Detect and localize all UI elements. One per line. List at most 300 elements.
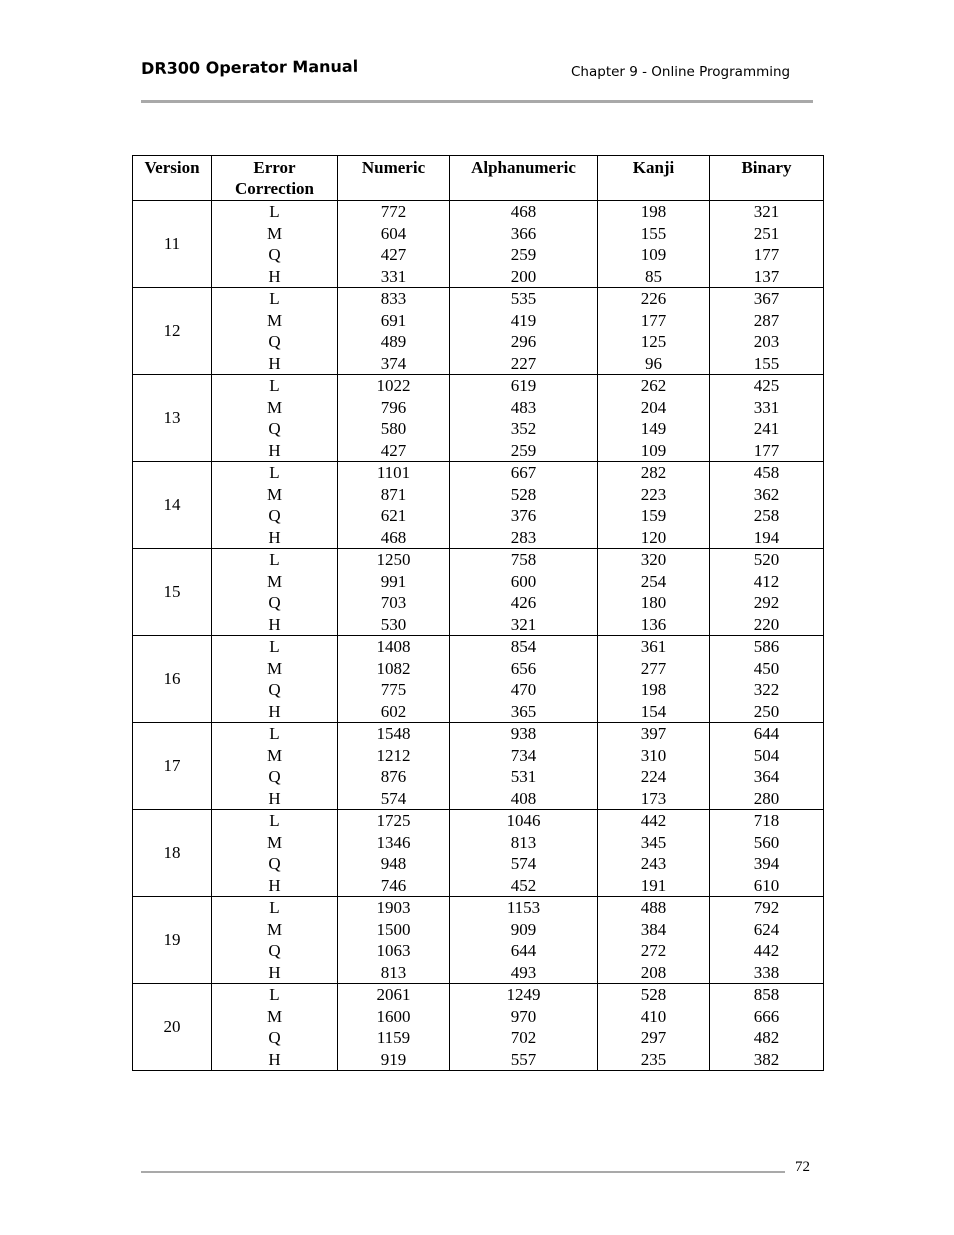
cell-value: 858 xyxy=(753,985,780,1004)
cell-value: 283 xyxy=(510,527,537,547)
cell-value: Q xyxy=(268,245,281,264)
cell-value: 194 xyxy=(753,527,780,547)
numeric-cell-values xyxy=(338,897,449,983)
cell-value: 282 xyxy=(640,463,667,482)
cell-value: L xyxy=(269,376,280,395)
cell-value: Q xyxy=(268,419,281,438)
numeric-cell xyxy=(338,897,450,984)
cell-value: 137 xyxy=(753,266,780,286)
numeric-cell xyxy=(338,810,450,897)
cell-value: 208 xyxy=(640,962,667,982)
cell-value: 352 xyxy=(510,419,537,438)
cell-value: 331 xyxy=(380,266,407,286)
binary-cell xyxy=(710,549,824,636)
numeric-cell xyxy=(338,201,450,288)
cell-value: 227 xyxy=(510,353,537,373)
numeric-cell-values xyxy=(338,201,449,287)
kanji-cell xyxy=(598,288,710,375)
alphanumeric-cell xyxy=(450,288,598,375)
numeric-cell xyxy=(338,636,450,723)
cell-value: 667 xyxy=(510,463,537,482)
alphanumeric-cell-values xyxy=(450,636,597,722)
cell-value: 287 xyxy=(753,310,780,330)
cell-value: 458 xyxy=(753,463,780,482)
error-correction-cell xyxy=(212,723,338,810)
cell-value: 384 xyxy=(640,919,667,939)
error-correction-cell-values xyxy=(212,375,337,461)
cell-value: 624 xyxy=(753,919,780,939)
error-correction-cell-values xyxy=(212,723,337,809)
cell-value: 644 xyxy=(510,941,537,960)
cell-value: 442 xyxy=(640,811,667,830)
cell-value: 366 xyxy=(510,223,537,243)
cell-value: 177 xyxy=(753,440,780,460)
error-correction-cell xyxy=(212,288,338,375)
kanji-cell-values xyxy=(598,375,709,461)
cell-value: 610 xyxy=(753,875,780,895)
cell-value: 204 xyxy=(640,397,667,417)
cell-value: H xyxy=(268,440,281,460)
cell-value: 427 xyxy=(380,440,407,460)
cell-value: L xyxy=(269,898,280,917)
alphanumeric-cell-values xyxy=(450,810,597,896)
cell-value: H xyxy=(268,701,281,721)
cell-value: 833 xyxy=(380,289,407,308)
alphanumeric-cell xyxy=(450,375,598,462)
binary-cell-values xyxy=(710,984,823,1070)
cell-value: 226 xyxy=(640,289,667,308)
cell-value: 1082 xyxy=(376,658,411,678)
cell-value: 520 xyxy=(753,550,780,569)
binary-cell xyxy=(710,201,824,288)
numeric-cell xyxy=(338,549,450,636)
alphanumeric-cell xyxy=(450,201,598,288)
cell-value: 426 xyxy=(510,593,537,612)
numeric-cell-values xyxy=(338,723,449,809)
cell-value: 1500 xyxy=(376,919,411,939)
cell-value: 450 xyxy=(753,658,780,678)
cell-value: 408 xyxy=(510,788,537,808)
cell-value: M xyxy=(266,658,283,678)
cell-value: 320 xyxy=(640,550,667,569)
kanji-cell-values xyxy=(598,549,709,635)
cell-value: 224 xyxy=(640,767,667,786)
cell-value: 557 xyxy=(510,1049,537,1069)
cell-value: 198 xyxy=(640,680,667,699)
column-header-error-correction xyxy=(212,156,338,201)
cell-value: 154 xyxy=(640,701,667,721)
cell-value: 397 xyxy=(640,724,667,743)
cell-value: L xyxy=(269,463,280,482)
cell-value: 159 xyxy=(640,506,667,525)
cell-value: 482 xyxy=(753,1028,780,1047)
version-cell: 17 xyxy=(133,723,212,810)
cell-value: 364 xyxy=(753,767,780,786)
binary-cell-values xyxy=(710,810,823,896)
alphanumeric-cell xyxy=(450,984,598,1071)
kanji-cell-values xyxy=(598,636,709,722)
cell-value: 580 xyxy=(380,419,407,438)
cell-value: 1101 xyxy=(376,463,411,482)
cell-value: 220 xyxy=(753,614,780,634)
cell-value: 919 xyxy=(380,1049,407,1069)
cell-value: 535 xyxy=(510,289,537,308)
cell-value: 813 xyxy=(510,832,537,852)
cell-value: Q xyxy=(268,593,281,612)
cell-value: 644 xyxy=(753,724,780,743)
cell-value: Q xyxy=(268,680,281,699)
cell-value: 1725 xyxy=(376,811,411,830)
kanji-cell xyxy=(598,984,710,1071)
cell-value: H xyxy=(268,266,281,286)
alphanumeric-cell-values xyxy=(450,984,597,1070)
cell-value: 427 xyxy=(380,245,407,264)
cell-value: 483 xyxy=(510,397,537,417)
cell-value: 758 xyxy=(510,550,537,569)
cell-value: 410 xyxy=(640,1006,667,1026)
cell-value: L xyxy=(269,724,280,743)
numeric-cell xyxy=(338,288,450,375)
cell-value: 792 xyxy=(753,898,780,917)
cell-value: 854 xyxy=(510,637,537,656)
alphanumeric-cell xyxy=(450,723,598,810)
numeric-cell-values xyxy=(338,636,449,722)
error-correction-cell xyxy=(212,897,338,984)
cell-value: M xyxy=(266,484,283,504)
cell-value: 425 xyxy=(753,376,780,395)
cell-value: 493 xyxy=(510,962,537,982)
numeric-cell xyxy=(338,984,450,1071)
cell-value: 528 xyxy=(510,484,537,504)
cell-value: 468 xyxy=(510,202,537,221)
cell-value: 200 xyxy=(510,266,537,286)
cell-value: 1159 xyxy=(376,1028,411,1047)
cell-value: 602 xyxy=(380,701,407,721)
cell-value: 223 xyxy=(640,484,667,504)
cell-value: Q xyxy=(268,332,281,351)
cell-value: M xyxy=(266,310,283,330)
cell-value: 703 xyxy=(380,593,407,612)
cell-value: 574 xyxy=(380,788,407,808)
cell-value: 120 xyxy=(640,527,667,547)
cell-value: 235 xyxy=(640,1049,667,1069)
cell-value: 241 xyxy=(753,419,780,438)
numeric-cell xyxy=(338,375,450,462)
cell-value: 2061 xyxy=(376,985,411,1004)
cell-value: 531 xyxy=(510,767,537,786)
cell-value: H xyxy=(268,788,281,808)
version-cell: 16 xyxy=(133,636,212,723)
alphanumeric-cell-values xyxy=(450,375,597,461)
error-correction-cell xyxy=(212,462,338,549)
error-correction-cell xyxy=(212,201,338,288)
chapter-title: Chapter 9 - Online Programming xyxy=(571,64,791,80)
alphanumeric-cell xyxy=(450,636,598,723)
version-cell: 14 xyxy=(133,462,212,549)
cell-value: 292 xyxy=(753,593,780,612)
cell-value: 586 xyxy=(753,637,780,656)
cell-value: 251 xyxy=(753,223,780,243)
table-row xyxy=(133,897,824,984)
cell-value: Q xyxy=(268,767,281,786)
cell-value: 109 xyxy=(640,245,667,264)
table-row xyxy=(133,549,824,636)
table-row xyxy=(133,288,824,375)
cell-value: 321 xyxy=(510,614,537,634)
cell-value: M xyxy=(266,571,283,591)
binary-cell-values xyxy=(710,636,823,722)
binary-cell xyxy=(710,375,824,462)
cell-value: 394 xyxy=(753,854,780,873)
cell-value: 1250 xyxy=(376,550,411,569)
cell-value: 604 xyxy=(380,223,407,243)
table-row xyxy=(133,201,824,288)
kanji-cell xyxy=(598,810,710,897)
cell-value: H xyxy=(268,875,281,895)
cell-value: 262 xyxy=(640,376,667,395)
cell-value: 813 xyxy=(380,962,407,982)
numeric-cell xyxy=(338,462,450,549)
cell-value: 1022 xyxy=(376,376,411,395)
cell-value: L xyxy=(269,985,280,1004)
cell-value: 948 xyxy=(380,854,407,873)
cell-value: 338 xyxy=(753,962,780,982)
cell-value: 296 xyxy=(510,332,537,351)
cell-value: 85 xyxy=(645,266,662,286)
kanji-cell xyxy=(598,549,710,636)
cell-value: 419 xyxy=(510,310,537,330)
binary-cell-values xyxy=(710,288,823,374)
qr-capacity-table xyxy=(132,155,824,1071)
kanji-cell xyxy=(598,897,710,984)
alphanumeric-cell-values xyxy=(450,723,597,809)
cell-value: 600 xyxy=(510,571,537,591)
numeric-cell-values xyxy=(338,984,449,1070)
kanji-cell xyxy=(598,723,710,810)
table-row xyxy=(133,636,824,723)
error-correction-cell-values xyxy=(212,288,337,374)
kanji-cell-values xyxy=(598,897,709,983)
binary-cell-values xyxy=(710,549,823,635)
cell-value: Q xyxy=(268,941,281,960)
cell-value: 191 xyxy=(640,875,667,895)
cell-value: 1153 xyxy=(506,898,541,917)
error-correction-cell xyxy=(212,636,338,723)
cell-value: H xyxy=(268,614,281,634)
cell-value: 331 xyxy=(753,397,780,417)
binary-cell-values xyxy=(710,462,823,548)
cell-value: 452 xyxy=(510,875,537,895)
version-cell: 20 xyxy=(133,984,212,1071)
cell-value: H xyxy=(268,527,281,547)
numeric-cell-values xyxy=(338,375,449,461)
binary-cell xyxy=(710,288,824,375)
cell-value: M xyxy=(266,832,283,852)
cell-value: Q xyxy=(268,854,281,873)
cell-value: 277 xyxy=(640,658,667,678)
cell-value: 254 xyxy=(640,571,667,591)
cell-value: 365 xyxy=(510,701,537,721)
cell-value: 909 xyxy=(510,919,537,939)
cell-value: 155 xyxy=(640,223,667,243)
column-header-binary: Binary xyxy=(710,156,824,201)
alphanumeric-cell-values xyxy=(450,897,597,983)
cell-value: 322 xyxy=(753,680,780,699)
numeric-cell xyxy=(338,723,450,810)
cell-value: 96 xyxy=(645,353,662,373)
binary-cell xyxy=(710,984,824,1071)
cell-value: M xyxy=(266,223,283,243)
cell-value: 198 xyxy=(640,202,667,221)
error-correction-cell-values xyxy=(212,810,337,896)
cell-value: 125 xyxy=(640,332,667,351)
cell-value: 412 xyxy=(753,571,780,591)
cell-value: 991 xyxy=(380,571,407,591)
cell-value: 560 xyxy=(753,832,780,852)
cell-value: 109 xyxy=(640,440,667,460)
version-cell: 11 xyxy=(133,201,212,288)
cell-value: 374 xyxy=(380,353,407,373)
cell-value: L xyxy=(269,637,280,656)
alphanumeric-cell-values xyxy=(450,462,597,548)
binary-cell xyxy=(710,636,824,723)
cell-value: 504 xyxy=(753,745,780,765)
cell-value: H xyxy=(268,353,281,373)
cell-value: 136 xyxy=(640,614,667,634)
alphanumeric-cell-values xyxy=(450,549,597,635)
column-header-version: Version xyxy=(133,156,212,201)
cell-value: 938 xyxy=(510,724,537,743)
table-row xyxy=(133,984,824,1071)
cell-value: 258 xyxy=(753,506,780,525)
cell-value: 871 xyxy=(380,484,407,504)
table-body xyxy=(133,201,824,1071)
kanji-cell-values xyxy=(598,288,709,374)
cell-value: L xyxy=(269,202,280,221)
cell-value: 1600 xyxy=(376,1006,411,1026)
numeric-cell-values xyxy=(338,288,449,374)
table-row xyxy=(133,375,824,462)
kanji-cell-values xyxy=(598,984,709,1070)
kanji-cell-values xyxy=(598,723,709,809)
cell-value: 746 xyxy=(380,875,407,895)
cell-value: 177 xyxy=(753,245,780,264)
cell-value: 468 xyxy=(380,527,407,547)
alphanumeric-cell-values xyxy=(450,201,597,287)
footer-divider xyxy=(141,1171,785,1173)
cell-value: 970 xyxy=(510,1006,537,1026)
table-row xyxy=(133,723,824,810)
cell-value: 528 xyxy=(640,985,667,1004)
cell-value: 259 xyxy=(510,440,537,460)
cell-value: M xyxy=(266,919,283,939)
cell-value: M xyxy=(266,745,283,765)
cell-value: 367 xyxy=(753,289,780,308)
cell-value: H xyxy=(268,1049,281,1069)
cell-value: 180 xyxy=(640,593,667,612)
kanji-cell xyxy=(598,462,710,549)
table-header-row xyxy=(133,156,824,201)
cell-value: 243 xyxy=(640,854,667,873)
cell-value: 155 xyxy=(753,353,780,373)
cell-value: 796 xyxy=(380,397,407,417)
manual-title: DR300 Operator Manual xyxy=(141,56,359,78)
cell-value: 345 xyxy=(640,832,667,852)
cell-value: 666 xyxy=(753,1006,780,1026)
error-correction-cell-values xyxy=(212,462,337,548)
cell-value: L xyxy=(269,811,280,830)
table-row xyxy=(133,810,824,897)
cell-value: 574 xyxy=(510,854,537,873)
binary-cell xyxy=(710,810,824,897)
binary-cell-values xyxy=(710,375,823,461)
cell-value: 442 xyxy=(753,941,780,960)
version-cell: 12 xyxy=(133,288,212,375)
cell-value: Q xyxy=(268,506,281,525)
cell-value: 1249 xyxy=(506,985,541,1004)
cell-value: 772 xyxy=(380,202,407,221)
cell-value: 1212 xyxy=(376,745,411,765)
cell-value: 382 xyxy=(753,1049,780,1069)
alphanumeric-cell xyxy=(450,549,598,636)
cell-value: 250 xyxy=(753,701,780,721)
binary-cell xyxy=(710,723,824,810)
cell-value: 530 xyxy=(380,614,407,634)
error-correction-cell xyxy=(212,810,338,897)
cell-value: 203 xyxy=(753,332,780,351)
cell-value: 321 xyxy=(753,202,780,221)
cell-value: 297 xyxy=(640,1028,667,1047)
error-correction-cell-values xyxy=(212,636,337,722)
error-correction-cell xyxy=(212,375,338,462)
numeric-cell-values xyxy=(338,462,449,548)
cell-value: 376 xyxy=(510,506,537,525)
kanji-cell-values xyxy=(598,201,709,287)
cell-value: 149 xyxy=(640,419,667,438)
cell-value: 470 xyxy=(510,680,537,699)
cell-value: L xyxy=(269,550,280,569)
column-header-kanji: Kanji xyxy=(598,156,710,201)
alphanumeric-cell xyxy=(450,897,598,984)
cell-value: 621 xyxy=(380,506,407,525)
error-correction-cell-values xyxy=(212,549,337,635)
cell-value: 259 xyxy=(510,245,537,264)
cell-value: 272 xyxy=(640,941,667,960)
cell-value: 702 xyxy=(510,1028,537,1047)
binary-cell xyxy=(710,897,824,984)
version-cell: 18 xyxy=(133,810,212,897)
error-correction-cell-values xyxy=(212,897,337,983)
alphanumeric-cell xyxy=(450,810,598,897)
version-cell: 13 xyxy=(133,375,212,462)
kanji-cell-values xyxy=(598,462,709,548)
cell-value: 1408 xyxy=(376,637,411,656)
cell-value: M xyxy=(266,1006,283,1026)
cell-value: 177 xyxy=(640,310,667,330)
cell-value: M xyxy=(266,397,283,417)
binary-cell-values xyxy=(710,201,823,287)
cell-value: 1063 xyxy=(376,941,411,960)
numeric-cell-values xyxy=(338,549,449,635)
cell-value: 619 xyxy=(510,376,537,395)
cell-value: 489 xyxy=(380,332,407,351)
cell-value: 362 xyxy=(753,484,780,504)
alphanumeric-cell xyxy=(450,462,598,549)
kanji-cell-values xyxy=(598,810,709,896)
version-cell: 15 xyxy=(133,549,212,636)
page-number: 72 xyxy=(795,1159,810,1175)
column-header-numeric: Numeric xyxy=(338,156,450,201)
